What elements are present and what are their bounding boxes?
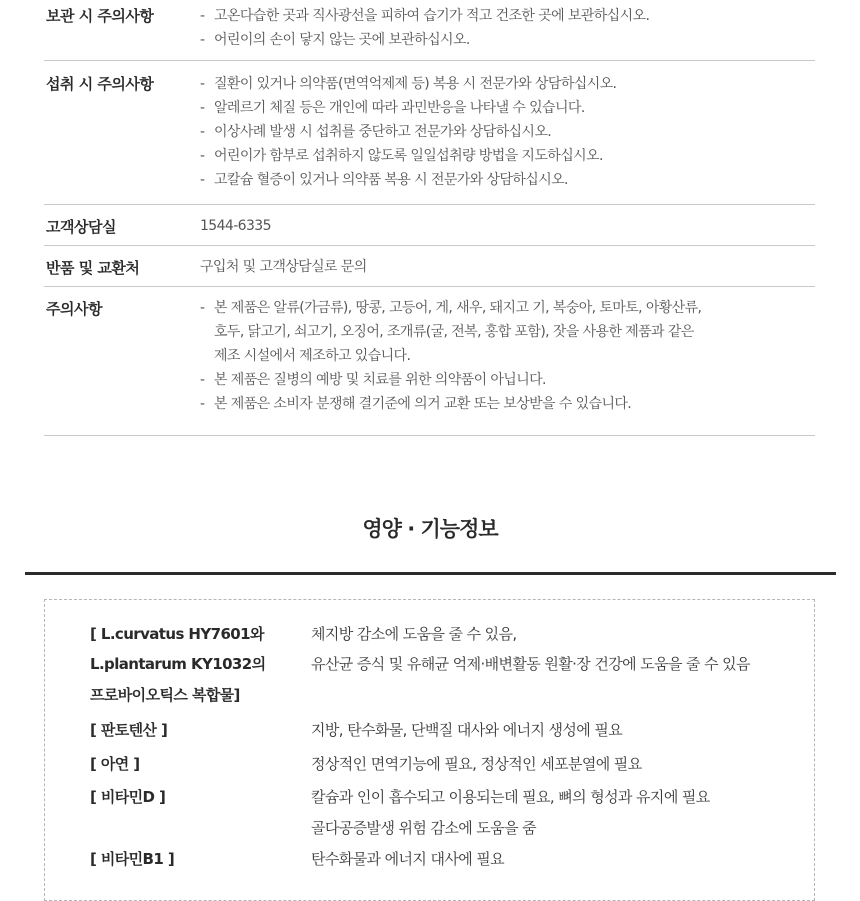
storage-caution-line: - 어린이의 손이 닿지 않는 곳에 보관하십시오. (200, 32, 470, 48)
nutrient-description: 칼슘과 인이 흡수되고 이용되는데 필요, 뼈의 형성과 유지에 필요 (311, 788, 710, 806)
section-divider (25, 572, 836, 575)
nutrient-description: 탄수화물과 에너지 대사에 필요 (311, 850, 505, 868)
nutrient-name: 프로바이오틱스 복합물] (90, 686, 240, 704)
nutrient-description: 지방, 탄수화물, 단백질 대사와 에너지 생성에 필요 (311, 721, 623, 739)
storage-caution-label: 보관 시 주의사항 (46, 7, 154, 25)
notes-line: 호두, 닭고기, 쇠고기, 오징어, 조개류(굴, 전복, 홍합 포함), 잣을 사용한 제품과 같은 (214, 324, 694, 340)
notes-label: 주의사항 (46, 300, 102, 318)
customer-center-row (44, 205, 815, 246)
notes-line: - 본 제품은 알류(가금류), 땅콩, 고등어, 게, 새우, 돼지고 기, 복숭아, 토마토, 아황산류, (200, 300, 702, 316)
returns-label: 반품 및 교환처 (46, 259, 140, 277)
intake-caution-line: - 어린이가 함부로 섭취하지 않도록 일일섭취량 방법을 지도하십시오. (200, 148, 603, 164)
nutrient-name: [ 비타민D ] (90, 788, 166, 806)
customer-center-phone: 1544-6335 (200, 218, 271, 234)
returns-row (44, 246, 815, 287)
nutrient-description: 골다공증발생 위험 감소에 도움을 줌 (311, 819, 537, 837)
nutrition-info-box (44, 599, 815, 901)
intake-caution-line: - 알레르기 체질 등은 개인에 따라 과민반응을 나타낼 수 있습니다. (200, 100, 585, 116)
nutrient-name: [ 판토텐산 ] (90, 721, 168, 739)
nutrient-description: 정상적인 면역기능에 필요, 정상적인 세포분열에 필요 (311, 755, 642, 773)
nutrition-section-title: 영양 · 기능정보 (362, 517, 498, 541)
intake-caution-line: - 이상사례 발생 시 섭취를 중단하고 전문가와 상담하십시오. (200, 124, 552, 140)
notes-line: 제조 시설에서 제조하고 있습니다. (214, 348, 411, 364)
intake-caution-line: - 질환이 있거나 의약품(면역억제제 등) 복용 시 전문가와 상담하십시오. (200, 76, 617, 92)
intake-caution-row (44, 61, 815, 205)
nutrient-name: [ L.curvatus HY7601와 (90, 625, 264, 643)
nutrient-description: 체지방 감소에 도움을 줄 수 있음, (311, 625, 517, 643)
nutrient-name: [ 아연 ] (90, 755, 140, 773)
returns-value: 구입처 및 고객상담실로 문의 (200, 259, 367, 275)
nutrient-name: [ 비타민B1 ] (90, 850, 175, 868)
notes-line: - 본 제품은 질병의 예방 및 치료를 위한 의약품이 아닙니다. (200, 372, 546, 388)
intake-caution-label: 섭취 시 주의사항 (46, 75, 154, 93)
customer-center-label: 고객상담실 (46, 218, 116, 236)
nutrient-name: L.plantarum KY1032의 (90, 655, 266, 673)
intake-caution-line: - 고칼슘 혈증이 있거나 의약품 복용 시 전문가와 상담하십시오. (200, 172, 568, 188)
storage-caution-line: - 고온다습한 곳과 직사광선을 피하여 습기가 적고 건조한 곳에 보관하십시오. (200, 8, 650, 24)
caution-table (44, 0, 815, 436)
storage-caution-row (44, 0, 815, 61)
notes-line: - 본 제품은 소비자 분쟁해 결기준에 의거 교환 또는 보상받을 수 있습니다. (200, 396, 632, 412)
notes-row (44, 287, 815, 436)
nutrient-description: 유산균 증식 및 유해균 억제·배변활동 원활·장 건강에 도움을 줄 수 있음 (311, 655, 750, 673)
